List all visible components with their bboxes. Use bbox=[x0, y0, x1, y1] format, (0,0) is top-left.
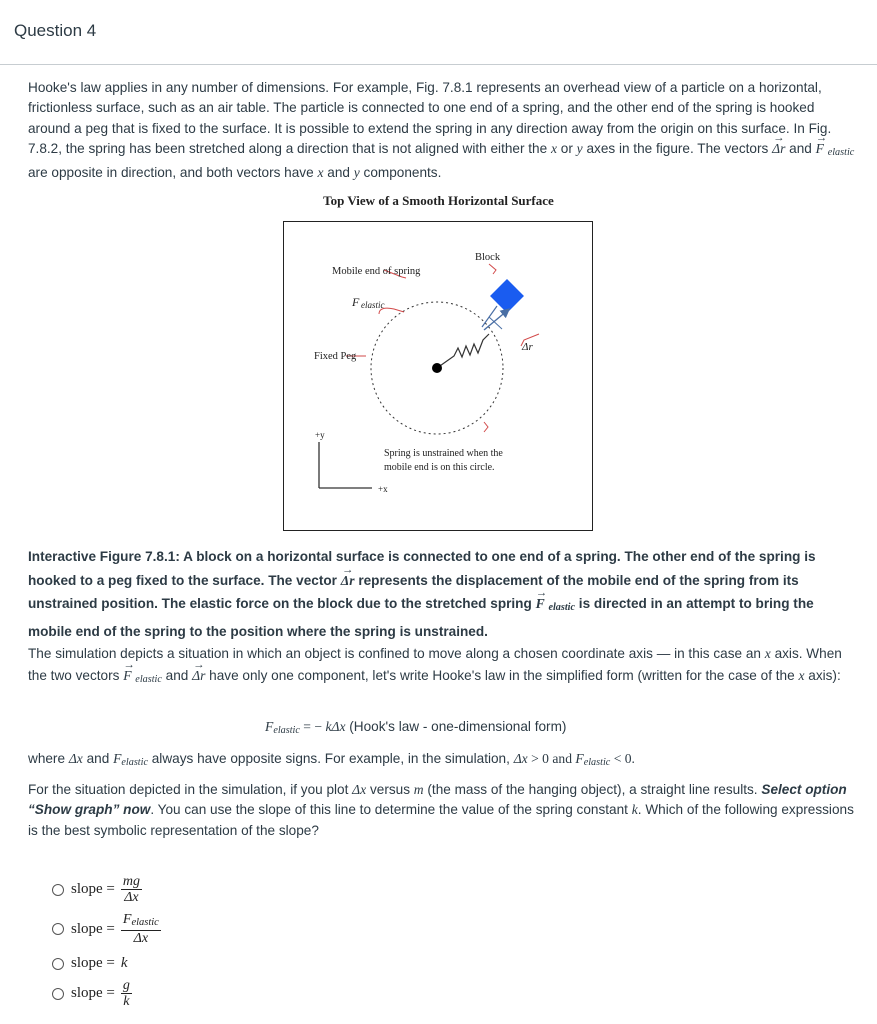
label-delta-r: Δr bbox=[522, 341, 533, 353]
intro-paragraph: Hooke's law applies in any number of dimensions. For example, Fig. 7.8.1 represents an overhead view of a particle on a horizontal, frictionless surface, such as an air table. The particle is connected to one end of a spring, and the other end of the spring is hooked around a peg that is fixed to the surface. It is possible to extend the spring in any direction away from the origin on this surface. In Fig. 7.8.2, the spring has been stretched along a direction that is not aligned with either the x or y axes in the figure. The vectors Δr → and F → $_{elastic}$ are opposite in direction, and both vectors have x and y components. bbox=[28, 78, 856, 184]
radio-button[interactable] bbox=[52, 958, 64, 970]
emphasis-show-graph: Select option “Show graph” now bbox=[28, 782, 847, 818]
signs-paragraph: where Δx and $F_{elastic}$ always have opposite signs. For example, in the simulation, Δx > 0 and $F_{elastic} < 0$. bbox=[28, 751, 635, 769]
vector-F: F → bbox=[816, 139, 824, 159]
question-title: Question 4 bbox=[14, 21, 97, 40]
radio-button[interactable] bbox=[52, 988, 64, 1000]
answer-option-1[interactable]: slope = $\frac{mg}{\Delta x}$ bbox=[52, 874, 142, 905]
figure-title: Top View of a Smooth Horizontal Surface bbox=[323, 193, 554, 208]
intro-text: Hooke's law applies in any number of dimensions. For example, Fig. 7.8.1 represents an overhead view of a particle on a horizontal, frictionless surface, such as an air table. The particle is connected to one end of a spring, and the other end of the spring is hooked around a peg that is fixed to the surface. It is possible to extend the spring in any direction away from the origin on this surface. In Fig. 7.8.2, the spring has been stretched along a direction that is not aligned with either the bbox=[28, 80, 832, 156]
fraction: $\frac{F_{elastic}}{\Delta x}$ bbox=[122, 912, 159, 947]
label-unstrained-1: Spring is unstrained when the bbox=[384, 448, 503, 459]
label-f: F bbox=[352, 295, 360, 309]
spring-diagram bbox=[284, 222, 591, 529]
label-unstrained-2: mobile end is on this circle. bbox=[384, 462, 495, 473]
radio-button[interactable] bbox=[52, 923, 64, 935]
callout-circle bbox=[484, 422, 488, 432]
fraction: $\frac{mg}{\Delta x}$ bbox=[122, 874, 140, 905]
label-plus-x: +x bbox=[378, 484, 388, 494]
answer-option-4[interactable]: slope = $\frac{g}{k}$ bbox=[52, 978, 132, 1009]
simulation-paragraph: The simulation depicts a situation in which an object is confined to move along a chosen coordinate axis — in this case an x axis. When the two vectors F → $_{elastic}$ and Δr → have only one component, let's write Hooke's law in the simplified form (written for the case of the x axis): bbox=[28, 643, 856, 691]
math-x: x bbox=[550, 140, 557, 156]
fraction: $\frac{g}{k}$ bbox=[122, 978, 130, 1009]
answer-option-2[interactable]: slope = $\frac{F_{elastic}}{\Delta x}$ bbox=[52, 912, 161, 946]
label-f-sub: elastic bbox=[361, 300, 385, 310]
label-fixed-peg: Fixed Peg bbox=[314, 351, 357, 362]
vector-delta-r: Δr → bbox=[772, 139, 785, 159]
figure-panel bbox=[283, 221, 593, 531]
label-mobile-end: Mobile end of spring bbox=[332, 266, 421, 277]
question-header bbox=[0, 0, 877, 65]
radio-button[interactable] bbox=[52, 884, 64, 896]
label-block: Block bbox=[475, 252, 501, 263]
hookes-law-equation: $F_{elastic}$ = − kΔx (Hook's law - one-dimensional form) bbox=[265, 719, 567, 737]
spring bbox=[437, 334, 489, 368]
answer-option-3[interactable]: slope = k bbox=[52, 955, 128, 972]
f-elastic-vector bbox=[482, 306, 497, 327]
question-paragraph: For the situation depicted in the simulation, if you plot Δx versus m (the mass of the hanging object), a straight line results. Select option “Show graph” now. You can use the slope of this line to determine the value of the spring constant k. Which of the following expressions is the best symbolic representation of the slope? bbox=[28, 782, 854, 838]
label-plus-y: +y bbox=[315, 430, 325, 440]
fixed-peg bbox=[432, 363, 442, 373]
callout-block bbox=[489, 264, 496, 274]
figure-caption: Interactive Figure 7.8.1: A block on a horizontal surface is connected to one end of a spring. The other end of the spring is hooked to a peg fixed to the surface. The vector Δr → represents the displacement of the mobile end of the spring from its unstrained position. The elastic force on the block due to the stretched spring F → $_{elastic}$ is directed in an attempt to bring the mobile end of the spring to the position where the spring is unstrained. bbox=[28, 545, 848, 644]
math-y: y bbox=[576, 140, 583, 156]
